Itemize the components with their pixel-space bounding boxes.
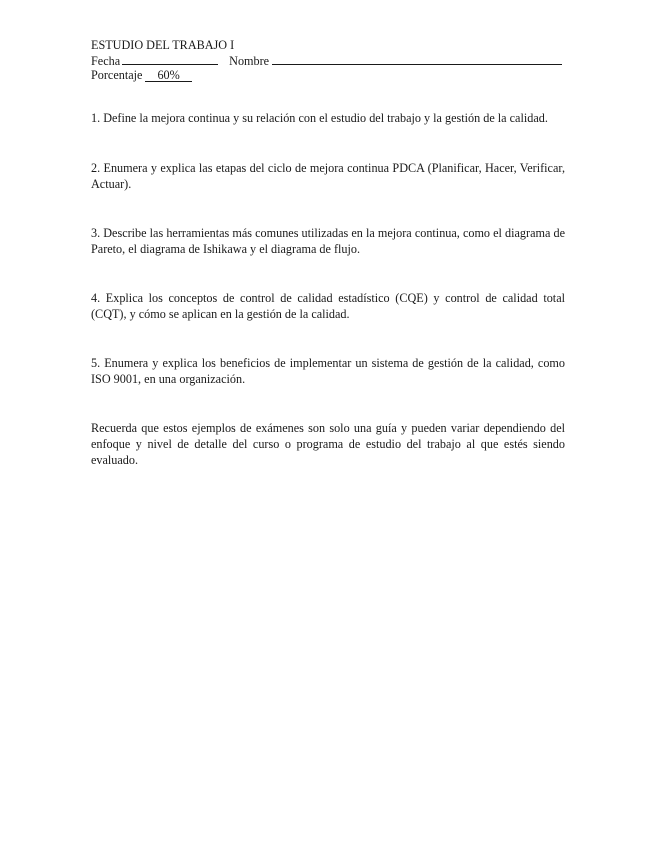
porcentaje-label: Porcentaje xyxy=(91,68,143,82)
question-5: 5. Enumera y explica los beneficios de implementar un sistema de gestión de la calidad, como ISO 9001, en una organización. xyxy=(91,355,565,386)
fecha-label: Fecha xyxy=(91,53,121,68)
question-1: 1. Define la mejora continua y su relación con el estudio del trabajo y la gestión de la calidad. xyxy=(91,110,548,125)
question-2: 2. Enumera y explica las etapas del ciclo de mejora continua PDCA (Planificar, Hacer, Verificar, Actuar). xyxy=(91,160,565,191)
document-body xyxy=(91,38,565,468)
fecha-nombre-row xyxy=(91,53,565,69)
exam-title: ESTUDIO DEL TRABAJO I xyxy=(91,38,235,52)
porcentaje-value: 60% xyxy=(145,69,191,82)
question-4: 4. Explica los conceptos de control de calidad estadístico (CQE) y control de calidad total (CQT), y cómo se aplican en la gestión de la calidad. xyxy=(91,290,565,321)
nombre-blank xyxy=(272,53,562,65)
porcentaje-row xyxy=(91,68,565,83)
closing-note: Recuerda que estos ejemplos de exámenes son solo una guía y pueden variar dependiendo del enfoque y nivel de detalle del curso o programa de estudio del trabajo al que estés siendo evaluado. xyxy=(91,420,565,467)
question-3: 3. Describe las herramientas más comunes utilizadas en la mejora continua, como el diagrama de Pareto, el diagrama de Ishikawa y el diagrama de flujo. xyxy=(91,225,565,256)
nombre-label: Nombre xyxy=(229,53,270,68)
fecha-blank xyxy=(122,53,218,65)
